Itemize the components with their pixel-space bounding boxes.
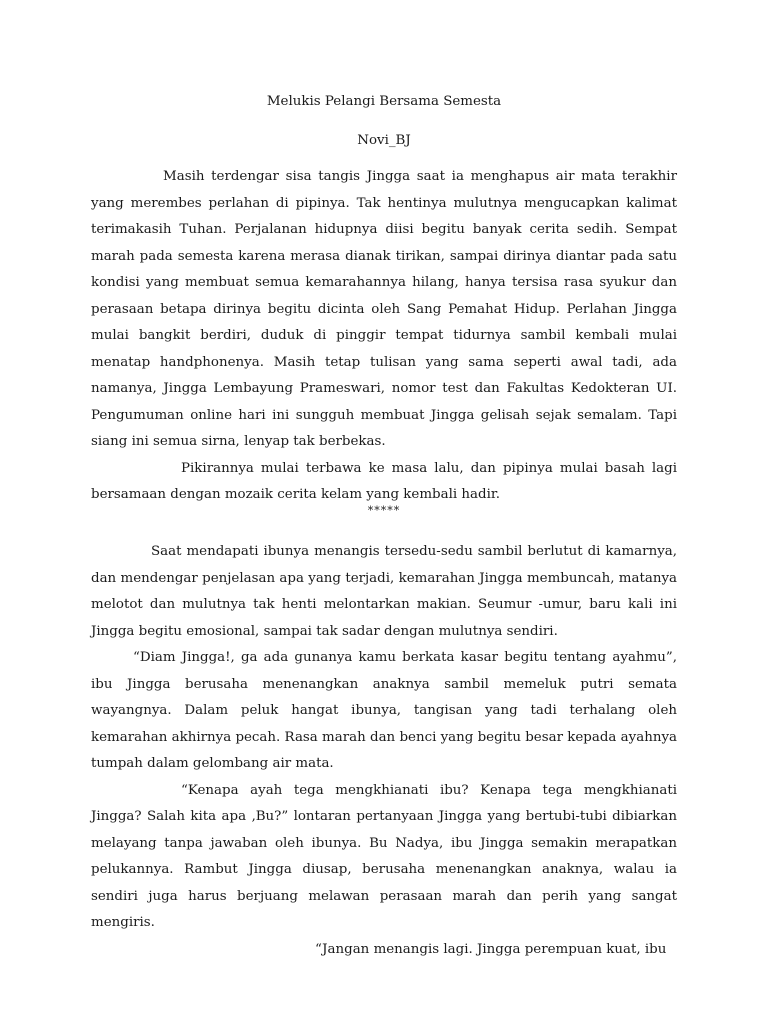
paragraph: Saat mendapati ibunya menangis tersedu-sedu sambil berlutut di kamarnya, dan mendengar penjelasan apa yang terjadi, kemarahan Jingga membuncah, matanya melotot dan mulutnya tak henti melontarkan makian. Seumur -umur, baru kali ini Jingga begitu emosional, sampai tak sadar dengan mulutnya sendiri. — [91, 544, 677, 639]
story-section-2 — [91, 539, 677, 963]
document-title: Melukis Pelangi Bersama Semesta — [266, 94, 502, 109]
paragraph: “Jangan menangis lagi. Jingga perempuan kuat, ibu — [315, 941, 667, 957]
paragraph: “Kenapa ayah tega mengkhianati ibu? Kenapa tega mengkhianati Jingga? Salah kita apa ‚Bu?” lontaran pertanyaan Jingga yang bertubi-tubi dibiarkan melayang tanpa jawaban oleh ibunya. Bu Nadya, ibu Jingga semakin merapatkan pelukannya. Rambut Jingga diusap, berusaha menenangkan anaknya, walau ia sendiri juga harus berjuang melawan perasaan marah dan perih yang sangat mengiris. — [91, 782, 677, 930]
author-name: Novi_BJ — [357, 133, 411, 148]
paragraph: Masih terdengar sisa tangis Jingga saat ia menghapus air mata terakhir yang merembes perlahan di pipinya. Tak hentinya mulutnya mengucapkan kalimat terimakasih Tuhan. Perjalanan hidupnya diisi begitu banyak cerita sedih. Sempat marah pada semesta karena merasa dianak tirikan, sampai dirinya diantar pada satu kondisi yang membuat semua kemarahannya hilang, hanya tersisa rasa syukur dan perasaan betapa dirinya begitu dicinta oleh Sang Pemahat Hidup. Perlahan Jingga mulai bangkit berdiri, duduk di pinggir tempat tidurnya sambil kembali mulai menatap handphonenya. Masih tetap tulisan yang sama seperti awal tadi, ada namanya, Jingga Lembayung Prameswari, nomor test dan Fakultas Kedokteran UI. Pengumuman online hari ini sungguh membuat Jingga gelisah sejak semalam. Tapi siang ini semua sirna, lenyap tak berbekas. — [91, 169, 677, 449]
section-separator: ***** — [367, 504, 401, 517]
paragraph: “Diam Jingga!, ga ada gunanya kamu berkata kasar begitu tentang ayahmu”, ibu Jingga berusaha menenangkan anaknya sambil memeluk putri semata wayangnya. Dalam peluk hangat ibunya, tangisan yang tadi terhalang oleh kemarahan akhirnya pecah. Rasa marah dan benci yang begitu besar kepada ayahnya tumpah dalam gelombang air mata. — [91, 650, 677, 771]
story-section-1 — [91, 164, 677, 509]
paragraph: Pikirannya mulai terbawa ke masa lalu, dan pipinya mulai basah lagi bersamaan dengan mozaik cerita kelam yang kembali hadir. — [91, 460, 677, 502]
